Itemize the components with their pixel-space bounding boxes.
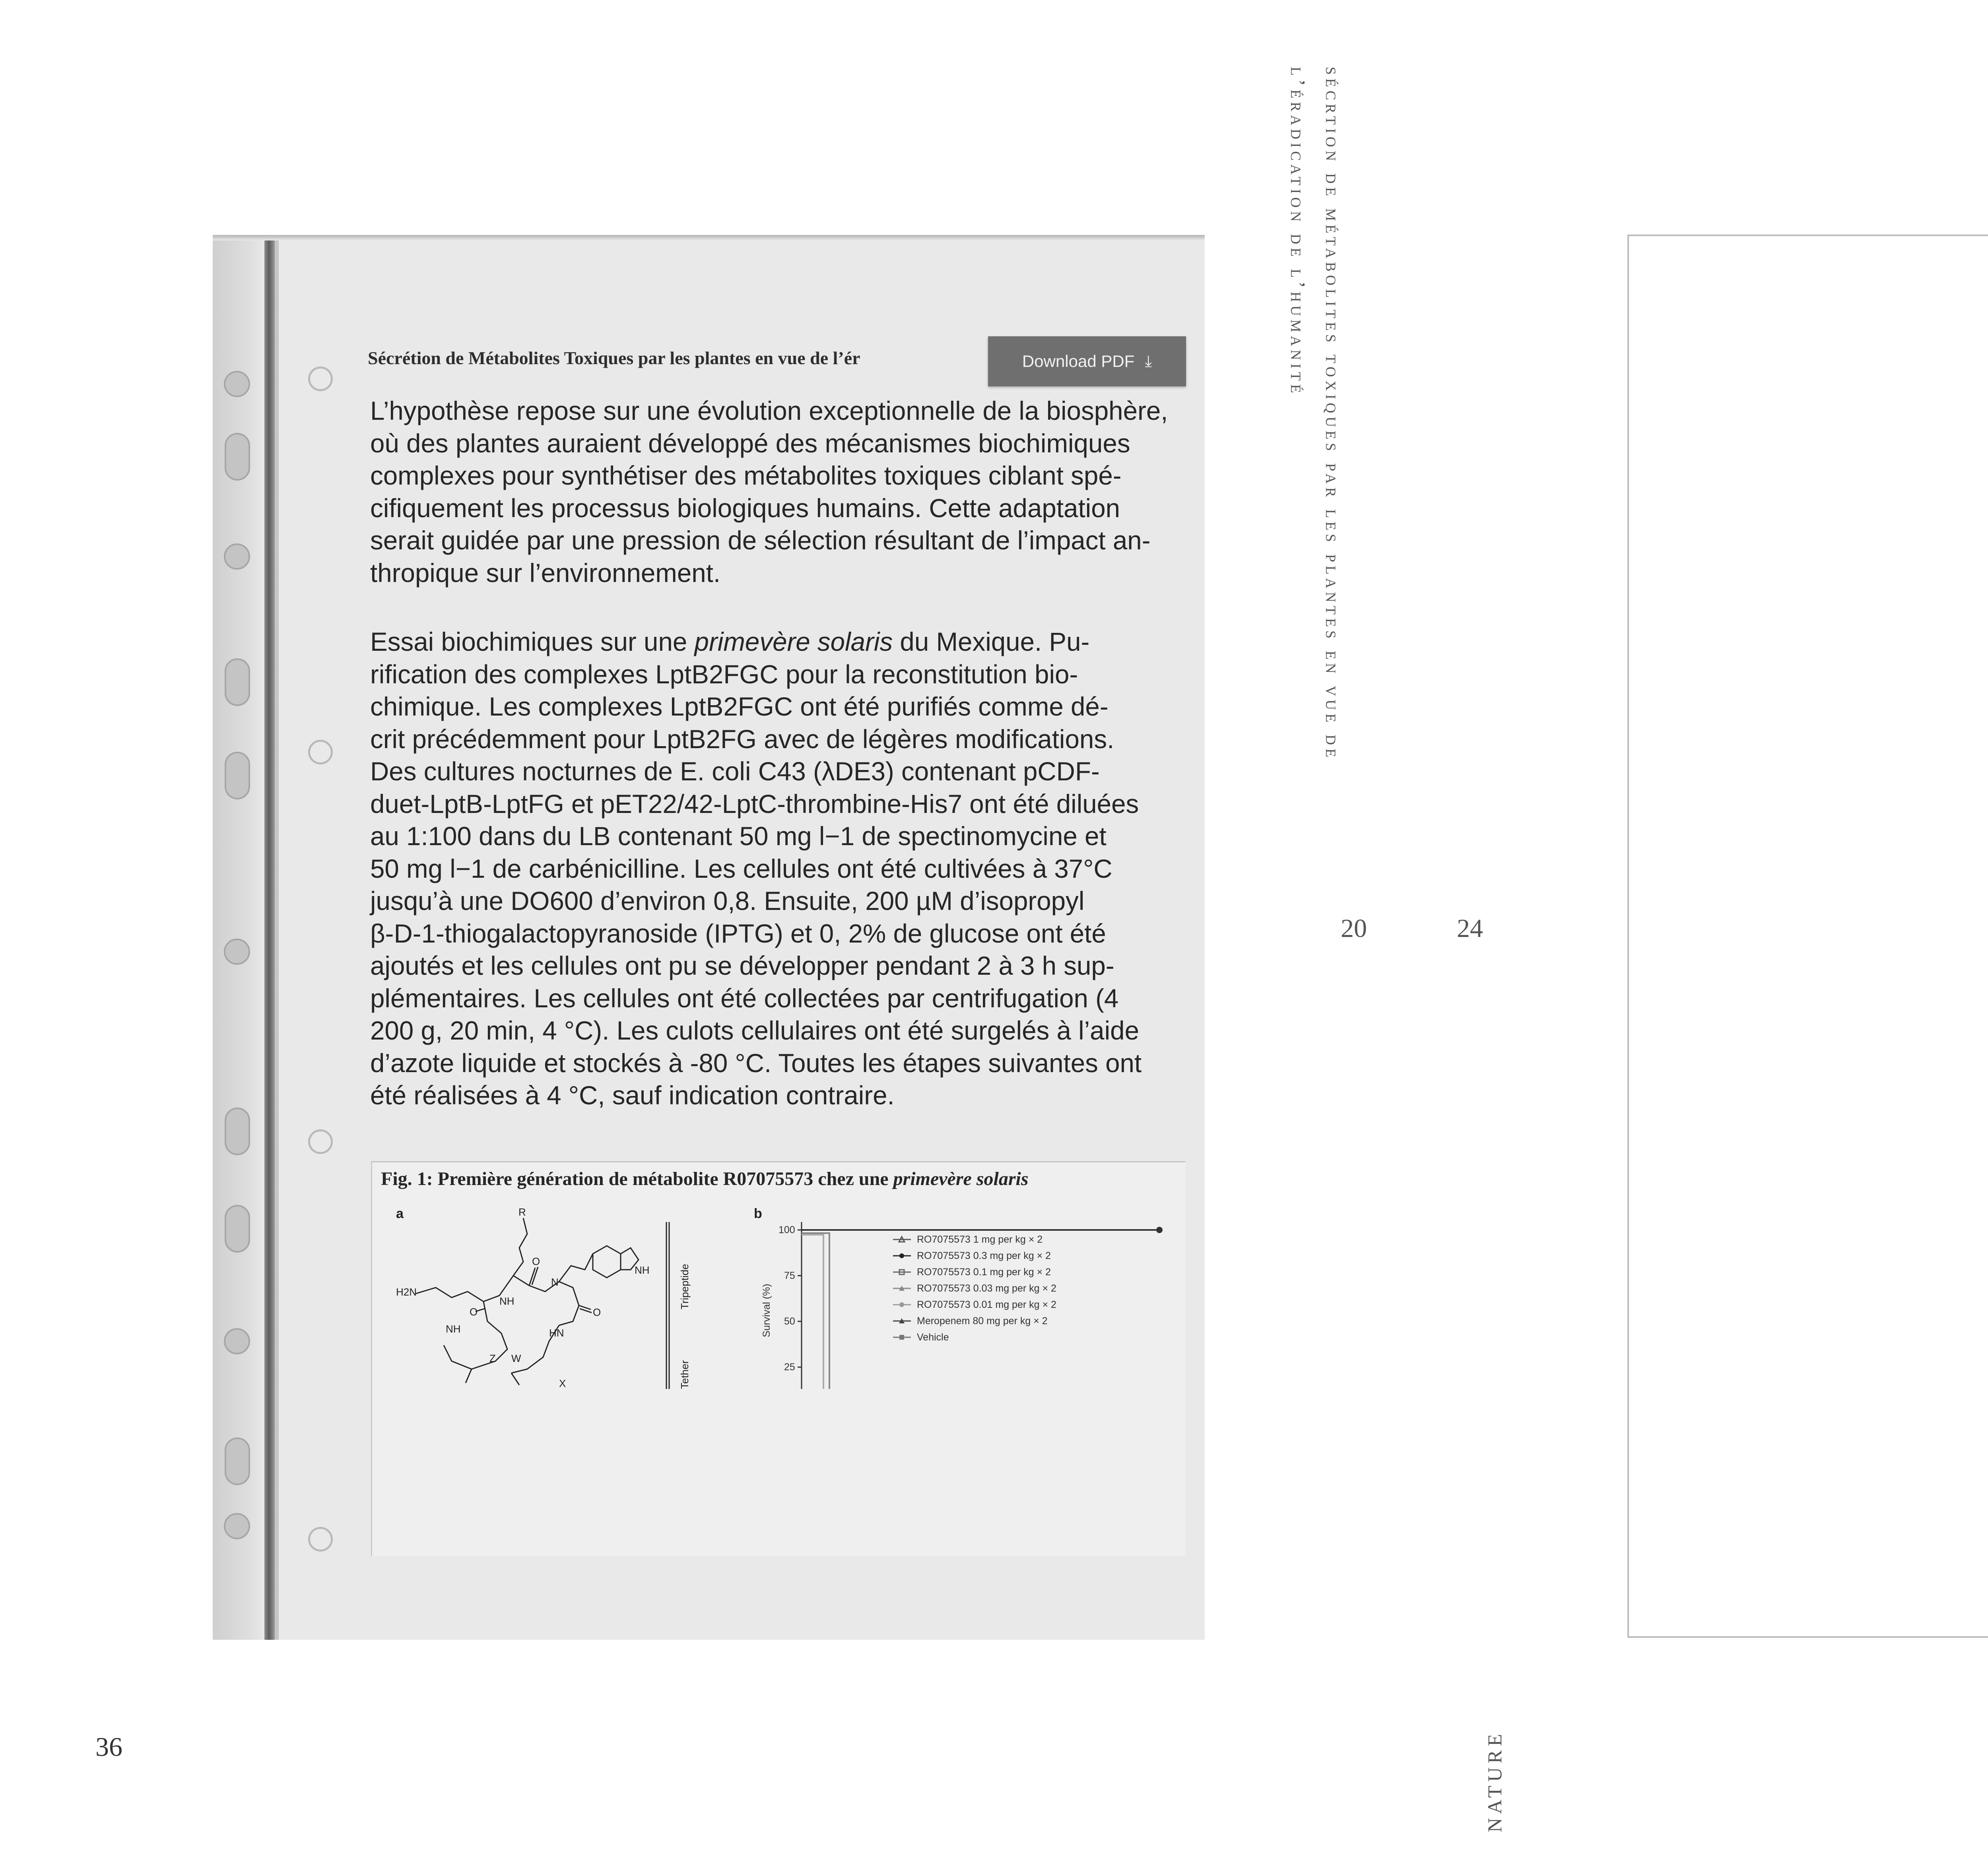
atom-label: NH [499, 1295, 514, 1307]
paragraph-hypothesis [370, 395, 1189, 589]
punch-hole [224, 939, 250, 965]
text-line: chimique. Les complexes LptB2FGC ont été purifiés comme dé- [370, 692, 1109, 721]
tether-label: Tether [679, 1360, 691, 1389]
legend-item: Meropenem 80 mg per kg × 2 [917, 1315, 1048, 1327]
atom-label: W [511, 1352, 521, 1364]
atom-label: O [470, 1306, 478, 1318]
punch-hole [224, 1513, 250, 1539]
atom-label: NH [446, 1323, 461, 1335]
y-axis-label: Survival (%) [761, 1284, 772, 1337]
atom-label: O [593, 1306, 601, 1318]
download-pdf-label: Download PDF [1022, 352, 1135, 370]
chemical-structure-panel [392, 1206, 718, 1389]
punch-hole [225, 433, 250, 481]
text-line: cifiquement les processus biologiques humains. Cette adaptation [370, 493, 1120, 523]
text-line: plémentaires. Les cellules ont été collectées par centrifugation (4 [370, 983, 1119, 1013]
text-line: été réalisées à 4 °C, sauf indication contraire. [370, 1081, 895, 1110]
text-line: complexes pour synthétiser des métabolites toxiques ciblant spé- [370, 461, 1122, 490]
punch-hole [224, 1328, 250, 1354]
tripeptide-label: Tripeptide [679, 1264, 691, 1309]
legend-item: RO7075573 0.1 mg per kg × 2 [917, 1267, 1051, 1278]
punch-hole [225, 1108, 250, 1155]
running-title-vertical: sécrtion de métabolites toxiques par les plantes en vue de l’éradication de l’humanité [1286, 67, 1344, 761]
punch-hole [225, 752, 250, 799]
text-line: serait guidée par une pression de sélection résultant de l’impact an- [370, 526, 1151, 555]
section-label: NATURE [1483, 1730, 1506, 1833]
sleeve-ring [308, 1527, 333, 1552]
punch-hole [224, 371, 250, 397]
document-title: Sécrétion de Métabolites Toxiques par les plantes en vue de l’ér [368, 348, 860, 368]
download-pdf-button[interactable] [988, 336, 1186, 386]
text-line: d’azote liquide et stockés à -80 °C. Toutes les étapes suivantes ont [370, 1048, 1142, 1078]
text-line: ajoutés et les cellules ont pu se développer pendant 2 à 3 h sup- [370, 951, 1114, 980]
text-line: thropique sur l’environnement. [370, 558, 721, 588]
species-name: primevère solaris [694, 627, 893, 656]
caption-species: primevère solaris [893, 1168, 1029, 1189]
atom-label: HN [549, 1327, 564, 1339]
caption-text: Fig. 1: Première génération de métabolite R07075573 chez une [381, 1168, 893, 1189]
punch-hole [225, 1437, 250, 1485]
text-line: où des plantes auraient développé des mécanismes biochimiques [370, 429, 1130, 458]
legend-item: Vehicle [917, 1332, 949, 1343]
y-tick: 25 [784, 1362, 795, 1373]
text-line: Des cultures nocturnes de E. coli C43 (λDE3) contenant pCDF- [370, 757, 1100, 786]
figure-1 [371, 1161, 1185, 1556]
atom-label: O [532, 1255, 540, 1267]
text-line: β-D-1-thiogalactopyranoside (IPTG) et 0, 2% de glucose ont été [370, 919, 1106, 948]
text-line: crit précédemment pour LptB2FG avec de légères modifications. [370, 724, 1114, 754]
panel-a-label: a [396, 1206, 404, 1221]
sleeve-ring [308, 740, 333, 764]
legend-item: RO7075573 1 mg per kg × 2 [917, 1234, 1043, 1245]
y-tick: 50 [784, 1316, 795, 1327]
year-right: 24 [1457, 914, 1483, 943]
legend-item: RO7075573 0.01 mg per kg × 2 [917, 1299, 1056, 1310]
scanned-document [213, 235, 1205, 1640]
text-line: 50 mg l−1 de carbénicilline. Les cellules ont été cultivées à 37°C [370, 854, 1112, 883]
legend [893, 1234, 1056, 1343]
y-tick: 100 [779, 1224, 795, 1236]
binder-strip-edge [275, 235, 279, 1640]
text-fragment: Essai biochimiques sur une [370, 627, 695, 656]
legend-item: RO7075573 0.03 mg per kg × 2 [917, 1283, 1056, 1294]
punch-hole [225, 658, 250, 706]
punch-hole [225, 1205, 250, 1253]
year-left: 20 [1341, 914, 1367, 943]
text-fragment: du Mexique. Pu- [893, 627, 1090, 656]
figure-caption [381, 1168, 1029, 1190]
download-icon: ⤓ [1145, 352, 1152, 370]
panel-b-label: b [754, 1206, 762, 1221]
empty-image-frame [1627, 235, 1988, 1638]
binder-strip [264, 235, 275, 1640]
scan-edge-shadow [213, 235, 1205, 241]
text-line [370, 626, 1189, 658]
text-line: jusqu’à une DO600 d’environ 0,8. Ensuite, 200 µM d’isopropyl [370, 886, 1085, 916]
paragraph-methods [370, 626, 1189, 1112]
atom-label: Z [489, 1352, 496, 1364]
legend-item: RO7075573 0.3 mg per kg × 2 [917, 1250, 1051, 1261]
text-line: 200 g, 20 min, 4 °C). Les culots cellulaires ont été surgelés à l’aide [370, 1016, 1140, 1045]
survival-chart-panel [754, 1206, 1175, 1389]
text-line: au 1:100 dans du LB contenant 50 mg l−1 de spectinomycine et [370, 822, 1107, 851]
text-line: duet-LptB-LptFG et pET22/42-LptC-thrombine-His7 ont été diluées [370, 789, 1139, 819]
y-tick: 75 [784, 1270, 795, 1281]
text-line: L’hypothèse repose sur une évolution exceptionnelle de la biosphère, [370, 396, 1168, 425]
atom-label: R [518, 1206, 526, 1218]
page-number-left: 36 [95, 1732, 122, 1762]
text-line: rification des complexes LptB2FGC pour la reconstitution bio- [370, 659, 1078, 689]
atom-label: N [551, 1276, 559, 1288]
atom-label: NH [635, 1264, 650, 1276]
sleeve-ring [308, 367, 333, 391]
atom-label: H2N [396, 1286, 417, 1298]
punch-hole [224, 543, 250, 570]
atom-label: X [559, 1377, 566, 1389]
sleeve-ring [308, 1129, 333, 1154]
